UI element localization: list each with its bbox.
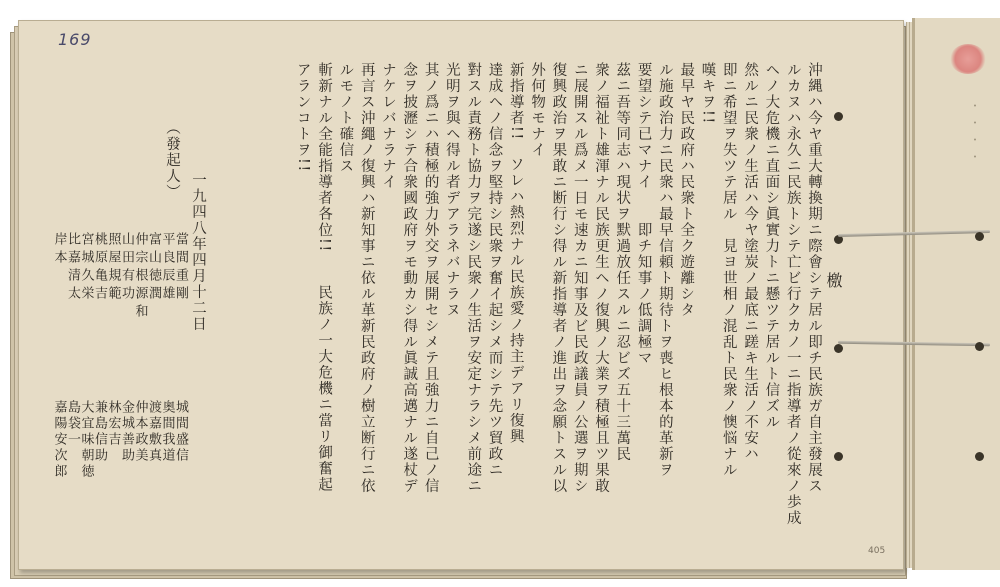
date-line: 一九四八年四月十二日 [190, 172, 206, 332]
bottom-page-number: 405 [868, 546, 886, 556]
signatory-name: 平良辰雄 [159, 232, 175, 304]
body-column: 然ルニ民衆ノ生活ハ今ヤ塗炭ノ最底ニ蹉キ生活ノ不安ハ [742, 62, 759, 462]
body-column: 茲ニ吾等同志ハ現状ヲ默過放任スルニ忍ビズ五十三萬民 [614, 62, 631, 462]
signatory-name: 金城善助 [119, 400, 134, 464]
signatory-name: 仲本政美 [132, 400, 148, 464]
body-column: 新指導者!! ソレハ熱烈ナル民族愛ノ持主デアリ復興 [507, 62, 524, 445]
signatory-name: 桃原亀吉 [92, 232, 107, 304]
signatory-name: 奥間我道 [159, 400, 175, 464]
signatory-name: 兼島信助 [92, 400, 107, 464]
signatory-name: 當間重剛 [173, 232, 188, 304]
page-number: 169 [58, 30, 92, 49]
body-column: 復興政治ヲ果敢ニ断行シ得ル新指導者ノ進出ヲ念願トスル以 [550, 62, 567, 494]
signatory-name: 宮城久栄 [78, 232, 94, 304]
signatory-name: 岸本 [51, 232, 67, 268]
signatory-name: 仲宗根源和 [132, 232, 148, 322]
next-page [912, 18, 1000, 570]
body-column: 其ノ爲ニハ積極的強力外交ヲ展開セシメテ且強力ニ自己ノ信 [422, 62, 439, 494]
binding-hole [834, 452, 843, 461]
signatory-name: 林宏吉 [105, 400, 121, 448]
body-column: ニ展開スル爲メ一日モ速カニ知事及ビ民政議員ノ公選ヲ期シ [571, 62, 588, 494]
binding-hole [975, 452, 984, 461]
signatory-name: 島袋一 [65, 400, 80, 448]
red-seal-stamp [950, 44, 986, 74]
signatory-name: 山田有功 [119, 232, 134, 304]
body-column: 要望シテ已マナイ 即チ知事ノ低調極マ [635, 62, 652, 366]
body-column: ル施政治力ニ民衆ハ最早信頼ト期待トヲ喪ヒ根本的革新ヲ [656, 62, 673, 478]
binding-hole [834, 344, 843, 353]
body-column: ルモノト確信ス [337, 62, 354, 174]
body-column: 念ヲ披瀝シテ合衆國政府ヲモ動カシ得ル眞誠高邁ナル遂杖デ [401, 62, 418, 494]
signatory-name: 富山徳潤 [146, 232, 161, 304]
body-column: 衆ノ福祉ト雄渾ナル民族更生ヘノ復興ノ大業ヲ積極且ツ果敢 [593, 62, 609, 494]
document-title: 檄 [824, 272, 843, 291]
body-column: 外何物モナイ [529, 62, 546, 158]
binding-hole [975, 232, 984, 241]
body-column: 對スル責務ト協力ヲ完遂シ民衆ノ生活ヲ安定ナラシメ前途ニ [465, 62, 482, 494]
body-column: 光明ヲ與ヘ得ル者デアラネバナラヌ [443, 62, 460, 318]
body-column: 即ニ希望ヲ失ツテ居ル 見ヨ世相ノ混乱ト民衆ノ懊悩ナル [720, 62, 737, 478]
body-column: 嘆キヲ!! [699, 62, 716, 125]
body-column: ルカヌハ永久ニ民族トシテ亡ビ行クカノ一ニ指導者ノ從來ノ歩成 [784, 62, 801, 526]
signatories-heading: （發起人） [164, 120, 180, 200]
body-column: 沖縄ハ今ヤ重大轉換期ニ際會シテ居ル即チ民族ガ自主發展ス [806, 62, 822, 494]
signatory-name: 城間盛信 [173, 400, 188, 464]
body-column: 達成ヘノ信念ヲ堅持シ民衆ヲ奮イ起シメ而シテ先ツ貿政ニ [486, 62, 503, 478]
body-column: 最早ヤ民政府ハ民衆ト全ク遊離シタ [678, 62, 695, 318]
signatory-name: 嘉陽安次郎 [51, 400, 67, 480]
signatory-name: 照屋規範 [105, 232, 121, 304]
bleed-through-text: ・・・・ [968, 100, 981, 168]
binding-hole [975, 342, 984, 351]
body-column: 再言ス沖繩ノ復興ハ新知事ニ依ル革新民政府ノ樹立断行ニ依 [358, 62, 375, 494]
signatory-name: 大宜味朝徳 [78, 400, 94, 480]
body-column: ナケレバナラナイ [380, 62, 396, 190]
binding-hole [834, 112, 843, 121]
signatory-name: 比嘉清太 [65, 232, 80, 304]
body-column: 斬新ナル全能指導者各位!! 民族ノ一大危機ニ當リ御奮起 [316, 62, 333, 493]
body-column: ヘノ大危機ニ直面シ眞實力トニ懸ツテ居ルト信ズル [763, 62, 780, 430]
signatory-name: 渡嘉敷真 [146, 400, 161, 464]
body-column: アランコトヲ!! [294, 62, 311, 173]
